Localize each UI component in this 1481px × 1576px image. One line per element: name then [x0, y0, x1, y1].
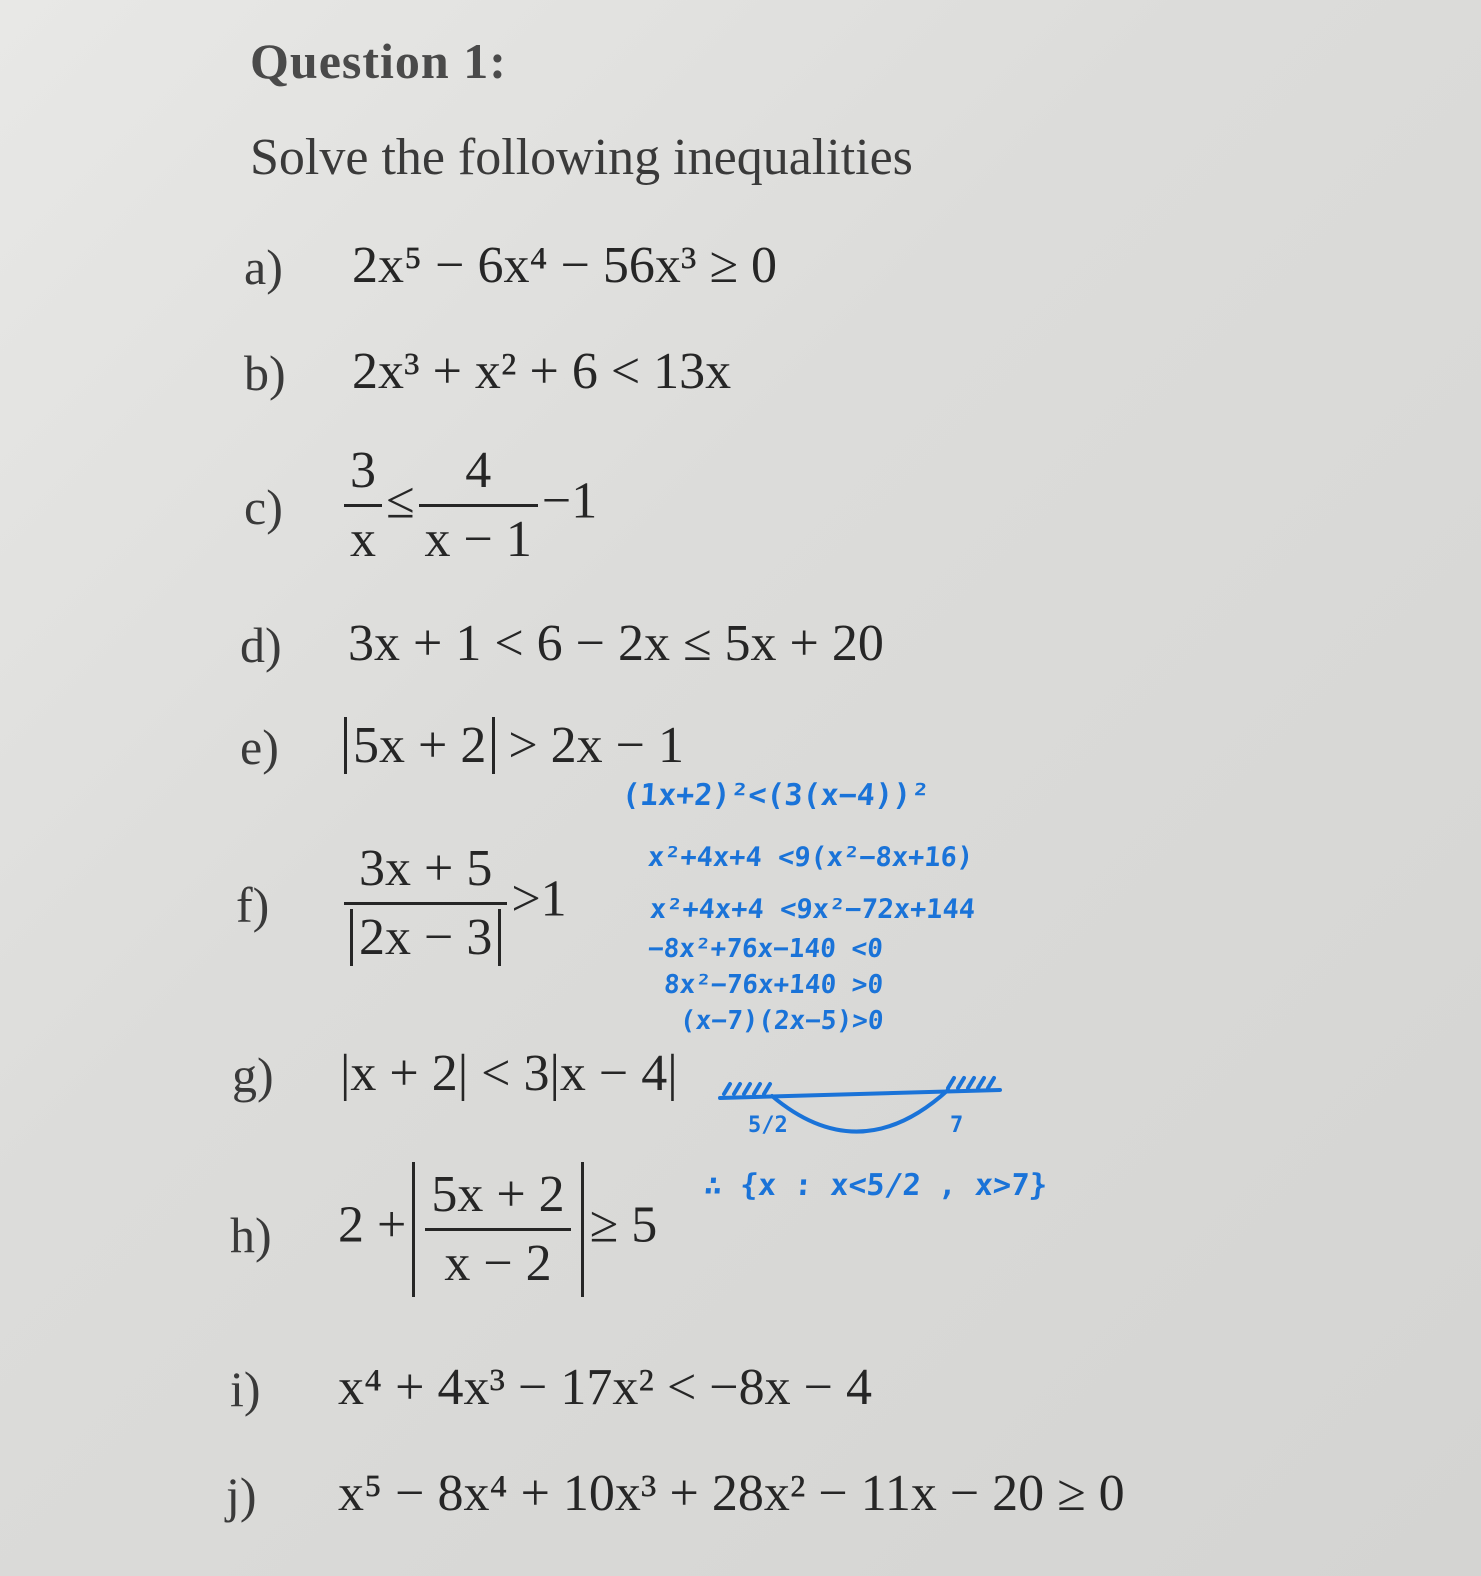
item-b-expression: 2x³ + x² + 6 < 13x	[352, 343, 732, 400]
handwritten-line-2: x²+4x+4 <9(x²−8x+16)	[646, 842, 975, 873]
handwritten-answer: ∴ {x : x<5/2 , x>7}	[702, 1168, 1049, 1203]
absolute-value	[412, 1162, 583, 1297]
expression-tail: −1	[541, 472, 598, 530]
shading-left	[724, 1084, 770, 1094]
sign-diagram-sketch	[700, 1060, 1020, 1160]
item-c-expression	[340, 438, 597, 573]
handwritten-line-6: (x−7)(2x−5)>0	[678, 1006, 885, 1036]
numerator: 5x + 2	[425, 1162, 570, 1231]
denominator: x	[350, 511, 376, 568]
shading-right	[948, 1078, 994, 1088]
item-e-label: e)	[240, 719, 279, 775]
item-d-label: d)	[240, 617, 282, 673]
handwritten-line-1: (1x+2)²<(3(x−4))²	[620, 778, 931, 813]
item-b-label: b)	[244, 345, 286, 401]
instruction-text: Solve the following inequalities	[250, 129, 913, 186]
denominator: x − 2	[444, 1235, 552, 1292]
denominator: x − 1	[424, 511, 532, 568]
item-a-expression: 2x⁵ − 6x⁴ − 56x³ ≥ 0	[352, 237, 778, 294]
numerator: 4	[419, 438, 538, 507]
handwritten-line-5: 8x²−76x+140 >0	[662, 970, 885, 1000]
item-i-label: i)	[230, 1361, 261, 1417]
item-j-label: j)	[226, 1467, 257, 1523]
expression-tail: > 2x − 1	[508, 717, 684, 774]
numerator: 3	[344, 438, 382, 507]
expression-tail: >1	[511, 870, 567, 928]
handwritten-line-3: x²+4x+4 <9x²−72x+144	[648, 894, 977, 925]
item-d-expression: 3x + 1 < 6 − 2x ≤ 5x + 20	[348, 615, 884, 672]
mark-left-label: 5/2	[748, 1113, 788, 1138]
denominator	[344, 905, 507, 971]
item-h-expression	[338, 1162, 657, 1297]
fraction	[425, 1162, 570, 1297]
fraction	[344, 438, 382, 573]
item-f-expression	[340, 836, 567, 971]
fraction	[419, 438, 538, 573]
absolute-value: 2x − 3	[350, 909, 501, 966]
numerator: 3x + 5	[344, 836, 507, 905]
item-j-expression: x⁵ − 8x⁴ + 10x³ + 28x² − 11x − 20 ≥ 0	[338, 1465, 1125, 1522]
fraction	[344, 836, 507, 971]
item-h-label: h)	[230, 1207, 272, 1263]
item-g-expression: |x + 2| < 3|x − 4|	[340, 1045, 678, 1102]
relation-symbol: ≤	[386, 472, 415, 530]
expression-lead: 2 +	[338, 1196, 407, 1254]
item-f-label: f)	[236, 877, 270, 933]
handwritten-line-4: −8x²+76x−140 <0	[646, 934, 884, 964]
item-c-label: c)	[244, 479, 283, 535]
question-heading: Question 1:	[250, 33, 507, 89]
expression-tail: ≥ 5	[589, 1196, 658, 1254]
item-g-label: g)	[232, 1047, 274, 1103]
absolute-value: 5x + 2	[344, 717, 495, 774]
item-a-label: a)	[244, 239, 283, 295]
item-i-expression: x⁴ + 4x³ − 17x² < −8x − 4	[338, 1359, 872, 1416]
mark-right-label: 7	[950, 1113, 964, 1138]
item-e-expression	[344, 716, 684, 775]
